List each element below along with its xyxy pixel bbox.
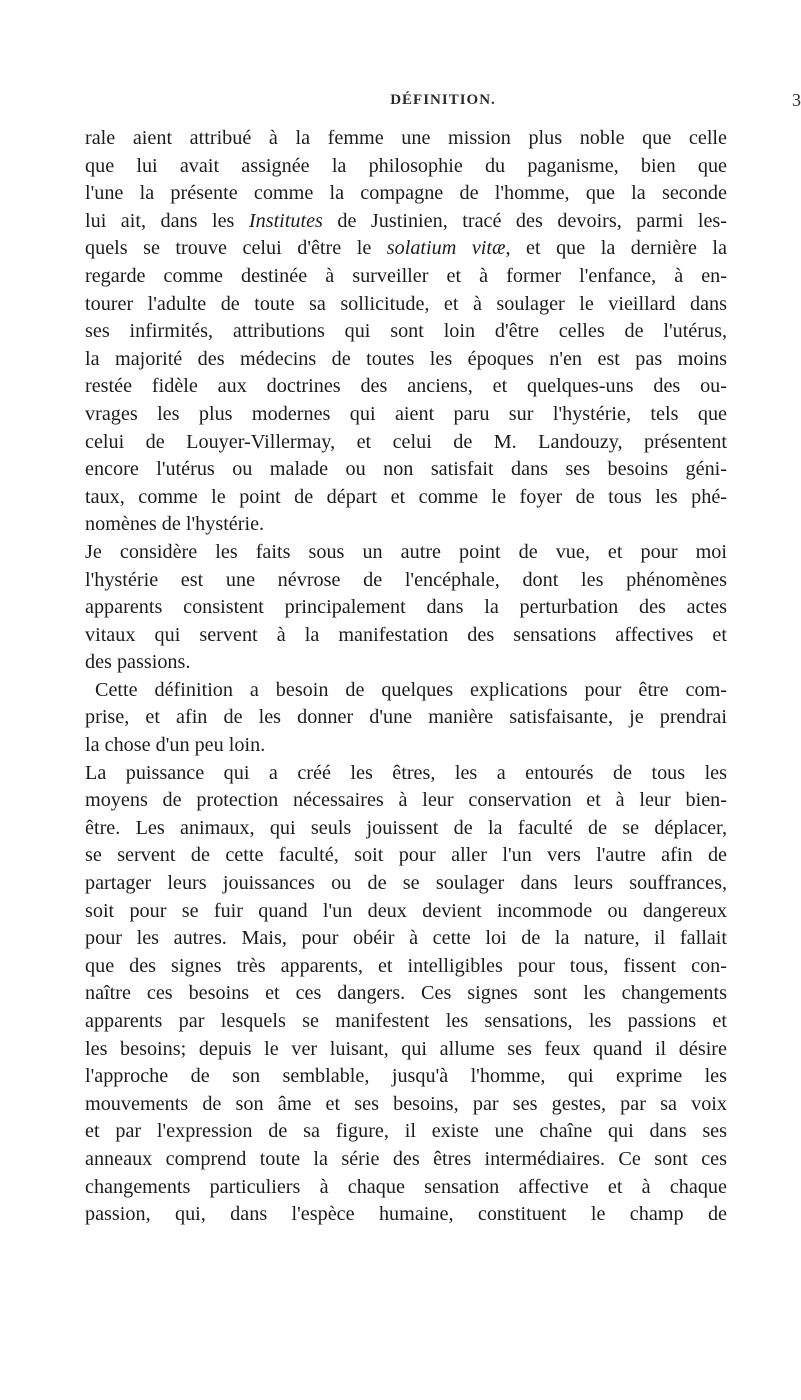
text-line: Cette définition a besoin de quelques explications pour être com- bbox=[95, 678, 727, 701]
text-line: restée fidèle aux doctrines des anciens, et quelques-uns des ou- bbox=[85, 375, 727, 398]
italic-title-institutes: Institutes bbox=[248, 209, 323, 232]
text-line: prise, et afin de les donner d'une manière satisfaisante, je prendrai bbox=[85, 706, 727, 729]
text-line: mouvements de son âme et ses besoins, par ses gestes, par sa voix bbox=[85, 1092, 727, 1115]
text-line: tourer l'adulte de toute sa sollicitude, et à soulager le vieillard dans bbox=[85, 292, 727, 315]
text-line: La puissance qui a créé les êtres, les a entourés de tous les bbox=[85, 761, 727, 784]
text-line: pour les autres. Mais, pour obéir à cette loi de la nature, il fallait bbox=[85, 927, 727, 950]
text-line: apparents consistent principalement dans la perturbation des actes bbox=[85, 596, 727, 619]
text-line: vrages les plus modernes qui aient paru sur l'hystérie, tels que bbox=[85, 402, 727, 425]
text-line: les besoins; depuis le ver luisant, qui allume ses feux quand il désire bbox=[85, 1037, 727, 1060]
text-line: taux, comme le point de départ et comme le foyer de tous les phé- bbox=[85, 485, 727, 508]
italic-latin-phrase: solatium vitæ bbox=[386, 237, 506, 260]
text-line: passion, qui, dans l'espèce humaine, constituent le champ de bbox=[85, 1203, 727, 1226]
text-line: l'hystérie est une névrose de l'encéphale, dont les phénomènes bbox=[85, 568, 727, 591]
text-line: soit pour se fuir quand l'un deux devient incommode ou dangereux bbox=[85, 899, 727, 922]
text-line: ses infirmités, attributions qui sont loin d'être celles de l'utérus, bbox=[85, 320, 727, 343]
text-line: que des signes très apparents, et intelligibles pour tous, fissent con- bbox=[85, 954, 727, 977]
text-segment: de Justinien, tracé des devoirs, parmi les- bbox=[322, 209, 727, 232]
text-line: Je considère les faits sous un autre point de vue, et pour moi bbox=[85, 540, 727, 563]
text-line: celui de Louyer-Villermay, et celui de M. Landouzy, présentent bbox=[85, 430, 727, 453]
text-line: se servent de cette faculté, soit pour aller l'un vers l'autre afin de bbox=[85, 844, 727, 867]
text-line: et par l'expression de sa figure, il existe une chaîne qui dans ses bbox=[85, 1120, 727, 1143]
page-number: 3 bbox=[792, 90, 801, 110]
text-line: rale aient attribué à la femme une mission plus noble que celle bbox=[85, 127, 727, 149]
text-line: regarde comme destinée à surveiller et à former l'enfance, à en- bbox=[85, 264, 727, 287]
text-line: l'approche de son semblable, jusqu'à l'homme, qui exprime les bbox=[85, 1065, 727, 1088]
text-line: naître ces besoins et ces dangers. Ces signes sont les changements bbox=[85, 982, 727, 1005]
text-segment: , et que la dernière la bbox=[505, 237, 727, 260]
text-line: l'une la présente comme la compagne de l'homme, que la seconde bbox=[85, 182, 727, 205]
text-line: encore l'utérus ou malade ou non satisfait dans ses besoins géni- bbox=[85, 458, 727, 481]
text-line: apparents par lesquels se manifestent les sensations, les passions et bbox=[85, 1010, 727, 1032]
text-line: partager leurs jouissances ou de se soulager dans leurs souffrances, bbox=[85, 872, 727, 895]
text-line: vitaux qui servent à la manifestation des sensations affectives et bbox=[85, 623, 727, 646]
running-title: DÉFINITION. bbox=[390, 92, 496, 108]
text-line: changements particuliers à chaque sensation affective et à chaque bbox=[85, 1175, 727, 1198]
text-line: être. Les animaux, qui seuls jouissent de la faculté de se déplacer, bbox=[85, 816, 727, 839]
text-line: nomènes de l'hystérie. bbox=[85, 513, 265, 536]
text-line: que lui avait assignée la philosophie du paganisme, bien que bbox=[85, 154, 727, 177]
text-line bbox=[85, 235, 727, 263]
text-line bbox=[85, 208, 727, 236]
text-segment: lui ait, dans les bbox=[85, 209, 249, 232]
text-line: anneaux comprend toute la série des êtres intermédiaires. Ce sont ces bbox=[85, 1147, 727, 1170]
running-head bbox=[85, 92, 801, 114]
text-line: la chose d'un peu loin. bbox=[85, 734, 266, 757]
text-line: moyens de protection nécessaires à leur conservation et à leur bien- bbox=[85, 789, 727, 812]
text-line: la majorité des médecins de toutes les époques n'en est pas moins bbox=[85, 347, 727, 370]
body-text bbox=[85, 125, 727, 1229]
text-line: des passions. bbox=[85, 651, 191, 674]
text-segment: quels se trouve celui d'être le bbox=[85, 237, 387, 260]
